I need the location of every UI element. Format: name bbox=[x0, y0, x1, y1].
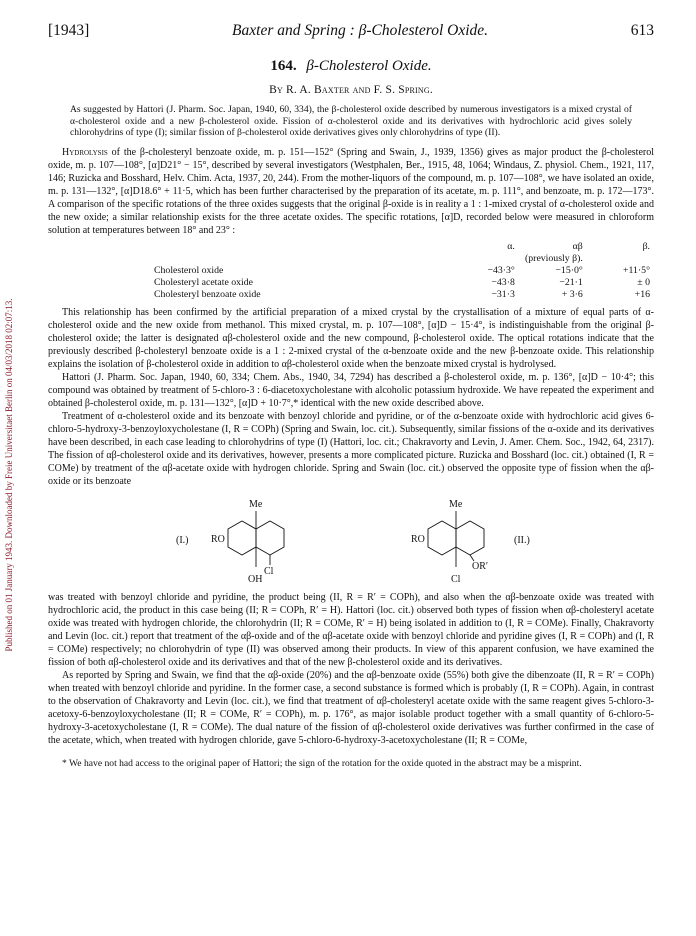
structure-II-cl: Cl bbox=[451, 573, 461, 585]
structure-svg bbox=[48, 491, 654, 587]
row-name: Cholesteryl benzoate oxide bbox=[154, 288, 261, 300]
cell-alpha: −43·8 bbox=[491, 276, 515, 288]
table-row bbox=[150, 277, 654, 289]
structure-figures bbox=[48, 491, 654, 587]
paragraph-6: As reported by Spring and Swain, we find that the αβ-oxide (20%) and the αβ-benzoate oxide (55%) both give the dibenzoate (II, R = R′ = COPh) when treated with benzoyl chloride and pyridine. In the former case, a second substance is formed which is probably (I, R = COPh). Again, in contrast to the observation of Chakravorty and Levin (loc. cit.), we find that treatment of αβ-cholesteryl acetate oxide with the same reagent gives 5-chloro-3-acetoxy-6-benzoyloxycholestane (II; R = COMe, R′ = COPh), m. p. 176°, as major isolable product together with a small quantity of 6-chloro-5-hydroxy-3-acetoxycholestane (I, R = COMe). The dual nature of the fission of αβ-cholesterol oxide derivatives was further confirmed in the case of the acetate, which, when treated with hydrogen chloride, gave 5-chloro-6-hydroxy-3-acetoxycholestane (II; R = COMe, bbox=[48, 669, 654, 746]
table-row bbox=[150, 265, 654, 277]
running-title: Baxter and Spring : β-Cholesterol Oxide. bbox=[232, 22, 489, 39]
paragraph-5: was treated with benzoyl chloride and pyridine, the product being (II, R = R′ = COPh), and also when the αβ-benzoate oxide was treated with hydrochloric acid, the product in this case being (II; R = COPh, R′ = H). Hattori (loc. cit.) observed both types of fission when αβ-cholesteryl acetate oxide was treated with hydrogen chloride, the chlorohydrin (II; R = COMe, R′ = H) being isolated in addition to (I, R = COMe). Finally, Chakravorty and Levin (loc. cit.) report that treatment of the αβ-oxide and of the αβ-acetate oxide with benzoyl chloride and pyridine gives (I, R = COPh) and (I, R = COMe) respectively; no chlorohydrin of type (II) was observed among their products. In view of this apparent confusion, we have examined the fission of both αβ-cholesterol oxide and its derivatives and that of the new β-cholesterol oxide and its derivatives. bbox=[48, 591, 654, 668]
structure-II-me: Me bbox=[449, 498, 463, 510]
row-name: Cholesteryl acetate oxide bbox=[154, 276, 254, 288]
table-header-row bbox=[150, 241, 654, 253]
col-alpha: α. bbox=[507, 241, 515, 253]
structure-II-ro: RO bbox=[411, 533, 425, 545]
cell-alpha-beta: + 3·6 bbox=[561, 288, 583, 300]
cell-alpha: −31·3 bbox=[491, 288, 515, 300]
authors: By R. A. Baxter and F. S. Spring. bbox=[269, 84, 433, 96]
structure-II-label: (II.) bbox=[514, 534, 530, 546]
cell-alpha-beta: −21·1 bbox=[559, 276, 583, 288]
col-alpha-beta: αβ bbox=[572, 241, 583, 253]
article-title-text: β-Cholesterol Oxide. bbox=[306, 58, 432, 74]
table-subheader-row bbox=[150, 253, 654, 265]
row-name: Cholesterol oxide bbox=[154, 264, 224, 276]
structure-I-cl: Cl bbox=[264, 565, 274, 577]
cell-beta: +16 bbox=[634, 288, 650, 300]
cell-beta: ± 0 bbox=[637, 276, 650, 288]
page-number: 613 bbox=[630, 22, 654, 39]
header-year: [1943] bbox=[48, 22, 90, 39]
paragraph-4: Treatment of α-cholesterol oxide and its benzoate with benzoyl chloride and pyridine, or of the α-benzoate oxide with hydrochloric acid gives 6-chloro-5-hydroxy-3-benzoyloxycholestane (I, R = COPh) (Spring and Swain, loc. cit.). Subsequently, similar fissions of the α-oxide and its derivatives have been described, in each case leading to chlorohydrins of type (I) (Hattori, loc. cit.; Chakravorty and Levin, J. Amer. Chem. Soc., 1942, 64, 2317). The fission of αβ-cholesterol oxide and its derivatives, however, presents a more complicated picture. Ruzicka and Bosshard (loc. cit.) obtained (I, R = COMe) by treatment of the αβ-acetate oxide with hydrogen chloride. Spring and Swain (loc. cit.) observed the opposite type of fission when the αβ-oxide or its benzoate bbox=[48, 410, 654, 487]
paragraph-1-text: of the β-cholesteryl benzoate oxide, m. p. 151—152° (Spring and Swain, J., 1939, 1356) gives as major product the β-cholesterol oxide, m. p. 107—108°, [α]D21° − 15°, described by several investigators (Westphalen, Ber., 1915, 48, 1064; Windaus, Z. physiol. Chem., 1921, 117, 146; Ruzicka and Bosshard, Helv. Chim. Acta, 1937, 20, 244). From the mother-liquors of the compound, m. p. 107—108°, we have isolated an oxide, m. p. 131—132°, [α]D18.6° + 11·5, which has been further characterised by the preparation of its acetate, m. p. 111°, and benzoate, m. p. 172—173°. A comparison of the specific rotations of the three oxides suggests that the original β-oxide is in reality a 1 : 1-mixed crystal of α-cholesterol oxide and the new oxide; a similar relationship exists for the three acetate oxides. The specific rotations, [α]D, recorded below were measured in chloroform solution at temperatures between 18° and 23° : bbox=[48, 147, 654, 237]
footnote: * We have not had access to the original paper of Hattori; the sign of the rotation for the oxide quoted in the abstract may be a misprint. bbox=[62, 757, 582, 769]
col-alpha-beta-note: (previously β). bbox=[525, 253, 583, 265]
download-watermark-text: Published on 01 January 1943. Downloaded by Freie Universitaet Berlin on 04/03/2018 02:07:13. bbox=[4, 298, 14, 652]
download-watermark bbox=[2, 150, 16, 800]
cell-alpha-beta: −15·0° bbox=[555, 264, 583, 276]
structure-II bbox=[428, 511, 484, 567]
cell-beta: +11·5° bbox=[622, 264, 650, 276]
paragraph-2: This relationship has been confirmed by the artificial preparation of a mixed crystal by the crystallisation of a mixture of equal parts of α-cholesterol oxide and the new oxide from methanol. This mixed crystal, m. p. 107—108°, [α]D − 15·4°, is indistinguishable from the original β-cholesterol oxide; the latter is designated αβ-cholesterol oxide and the new compound, β-cholesterol oxide. The optical rotations indicate that the previously described β-cholesteryl benzoate oxide is a 1 : 2-mixed crystal of the α-benzoate oxide and the new β-benzoate oxide. This relationship explains the isolation of β-cholesterol oxide in addition to αβ-cholesterol oxide when the benzoate mixed crystal is hydrolysed. bbox=[48, 306, 654, 370]
cell-alpha: −43·3° bbox=[487, 264, 515, 276]
rotation-table bbox=[150, 241, 654, 301]
structure-I bbox=[228, 511, 284, 567]
structure-I-ro: RO bbox=[211, 533, 225, 545]
paragraph-1 bbox=[48, 146, 654, 237]
paragraph-3: Hattori (J. Pharm. Soc. Japan, 1940, 60, 334; Chem. Abs., 1940, 34, 7294) has described a β-cholesterol oxide, m. p. 136°, [α]D − 10·4°; this compound was obtained by treatment of 5-chloro-3 : 6-diacetoxycholestane with alcoholic potassium hydroxide. We have repeated the experiment and obtained β-cholesterol oxide, m. p. 131—132°, [α]D + 10·7°,* identical with the new oxide described above. bbox=[48, 371, 654, 409]
structure-I-label: (I.) bbox=[176, 534, 189, 546]
paragraph-1-lead: Hydrolysis bbox=[62, 147, 108, 159]
structure-I-oh: OH bbox=[248, 573, 263, 585]
abstract: As suggested by Hattori (J. Pharm. Soc. Japan, 1940, 60, 334), the β-cholesterol oxide described by numerous investigators is a mixed crystal of α-cholesterol oxide and a new β-cholesterol oxide. Fission of α-cholesterol oxide and its derivatives with hydrochloric acid gives solely chlorohydrins of type (I); similar fission of β-cholesterol oxide derivatives gives only chlorohydrins of type (II). bbox=[70, 104, 632, 139]
journal-page bbox=[48, 22, 654, 770]
article-number: 164. bbox=[270, 58, 297, 74]
article-title bbox=[48, 58, 654, 75]
structure-I-me: Me bbox=[249, 498, 263, 510]
structure-II-orp: OR′ bbox=[472, 560, 489, 572]
col-beta: β. bbox=[642, 241, 650, 253]
table-row bbox=[150, 289, 654, 301]
running-header bbox=[48, 22, 654, 40]
